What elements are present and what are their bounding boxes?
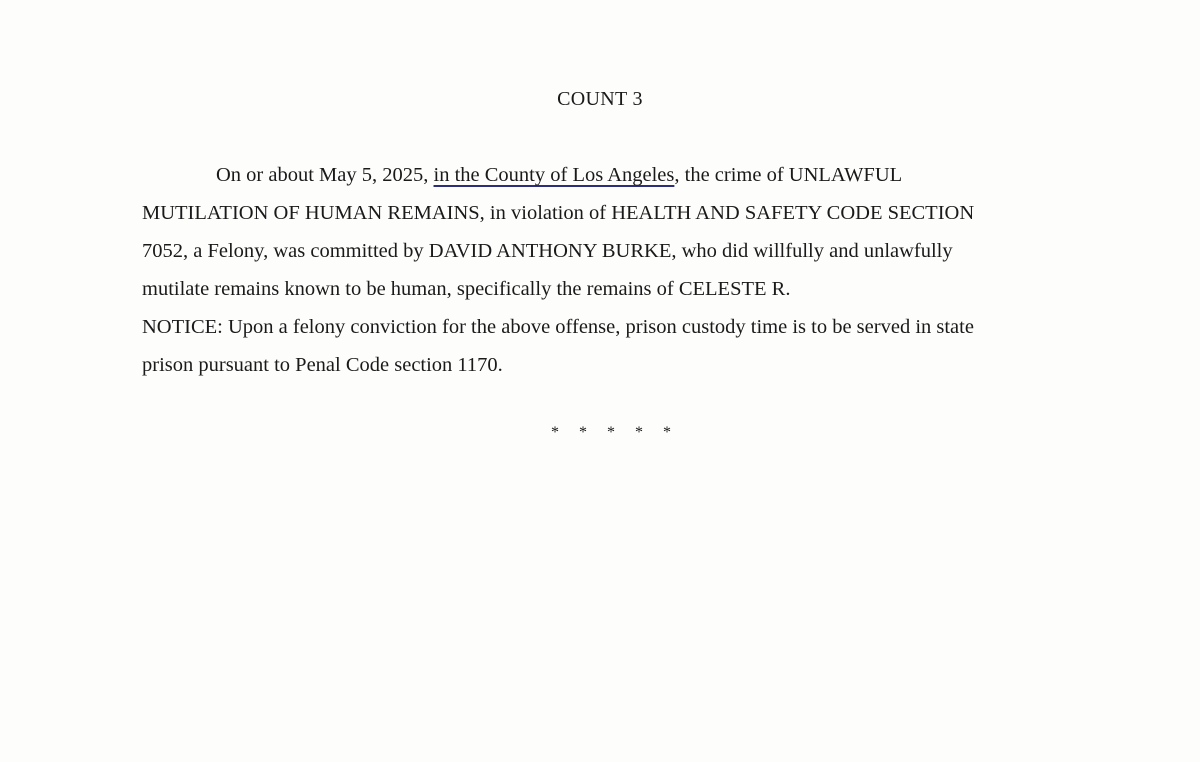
charge-county-phrase: in the County of Los Angeles	[433, 164, 675, 186]
notice-line-2: prison pursuant to Penal Code section 1170.	[142, 354, 503, 376]
count-heading: COUNT 3	[557, 88, 643, 110]
charge-line-2: MUTILATION OF HUMAN REMAINS, in violation of HEALTH AND SAFETY CODE SECTION	[142, 202, 975, 224]
section-separator: * * * * *	[551, 424, 679, 441]
charge-line-4: mutilate remains known to be human, specifically the remains of CELESTE R.	[142, 278, 791, 300]
charge-line-3: 7052, a Felony, was committed by DAVID ANTHONY BURKE, who did willfully and unlawfully	[142, 240, 953, 262]
charge-date-phrase: On or about May 5, 2025,	[216, 164, 429, 186]
charge-line-1	[142, 156, 1042, 194]
charge-crime-phrase: , the crime of UNLAWFUL	[674, 164, 903, 186]
charge-body	[142, 156, 1042, 384]
notice-line-1: NOTICE: Upon a felony conviction for the above offense, prison custody time is to be served in state	[142, 316, 974, 338]
